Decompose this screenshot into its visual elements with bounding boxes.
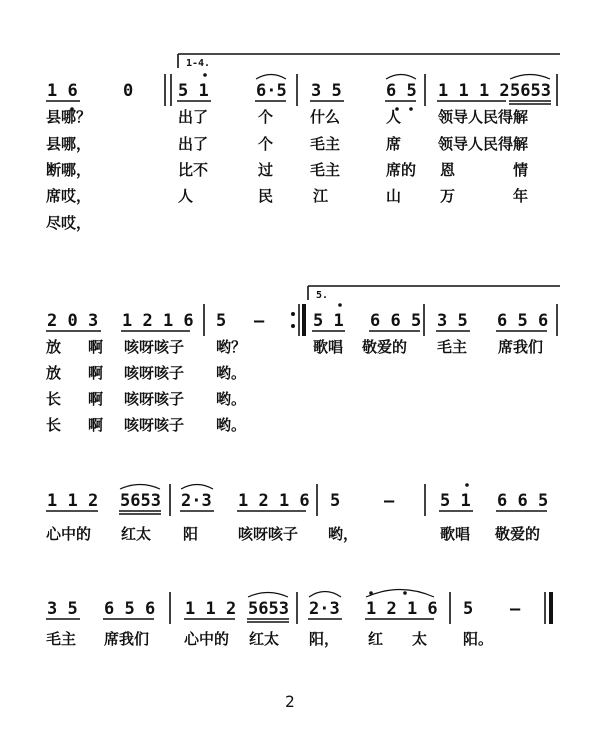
note-group: —: [510, 599, 521, 619]
lyric: 哟，: [328, 525, 359, 543]
note-group: 6·5: [256, 81, 287, 101]
lyric: 县哪？: [46, 108, 92, 126]
lyric: 毛主: [310, 161, 341, 179]
lyric: 心中的: [46, 525, 92, 543]
lyric: 领导人民得解: [438, 108, 529, 126]
lyric: 啊: [88, 416, 104, 434]
lyric: 席我们: [498, 338, 544, 356]
lyric: 咳呀咳子: [238, 525, 299, 543]
system-1: [46, 54, 560, 233]
note-group: 2·3: [181, 491, 212, 511]
note-group: 3 5: [437, 311, 468, 331]
note-group: 1 2 1 6: [238, 491, 310, 511]
note-group: —: [254, 311, 265, 331]
note-group: 5653: [120, 491, 161, 511]
lyric: 咳呀咳子: [124, 390, 185, 408]
lyric: 红太: [249, 630, 280, 648]
note-group: 5 1: [313, 311, 344, 331]
lyric: 哟？: [216, 338, 247, 356]
lyric: 人: [178, 187, 194, 205]
note-group: —: [384, 491, 395, 511]
lyric: 放: [46, 338, 62, 356]
note-group: 1 1 2: [47, 491, 99, 511]
lyric: 个: [258, 108, 274, 126]
lyric: 人: [386, 108, 402, 126]
lyrics-block: [46, 630, 493, 649]
lyric: 领导人民得解: [438, 135, 529, 153]
page-number: 2: [285, 692, 295, 711]
lyric: 毛主: [46, 630, 77, 648]
lyric: 咳呀咳子: [124, 338, 185, 356]
lyric: 县哪，: [46, 135, 92, 153]
volta-second-ending: [308, 286, 560, 301]
volta-first-label: 1-4.: [186, 58, 211, 69]
note-group: 6 6 5: [497, 491, 549, 511]
lyric: 心中的: [184, 630, 230, 648]
lyric: 恩: [440, 161, 456, 179]
lyric: 万: [440, 187, 456, 205]
system-3: [46, 483, 548, 544]
note-group: 6 5 6: [104, 599, 156, 619]
lyric: 咳呀咳子: [124, 364, 185, 382]
lyric: 什么: [310, 108, 341, 126]
lyric: 毛主: [310, 135, 341, 153]
note-group: 5653: [248, 599, 289, 619]
note-group: 3 5: [47, 599, 78, 619]
lyric: 阳，: [309, 630, 340, 648]
system-2: [46, 286, 560, 434]
note-group: 1 1 2: [185, 599, 237, 619]
note-group: 3 5: [311, 81, 342, 101]
note-group: 1 1 1 2: [438, 81, 510, 101]
lyric: 席哎，: [46, 187, 92, 205]
lyric: 红太: [121, 525, 152, 543]
lyric: 出了: [178, 108, 209, 126]
lyric: 年: [513, 187, 529, 205]
note-group: 5653: [510, 81, 551, 101]
lyric: 阳: [183, 525, 199, 543]
lyric: 啊: [88, 390, 104, 408]
note-group: 5: [216, 311, 227, 331]
lyric: 席: [386, 135, 402, 153]
lyric: 民: [258, 187, 274, 205]
lyric: 断哪，: [46, 161, 92, 179]
note-group: 6 6 5: [370, 311, 422, 331]
lyric: 歌唱: [440, 525, 471, 543]
lyric: 歌唱: [313, 338, 344, 356]
lyric: 山: [386, 187, 402, 205]
lyric: 江: [313, 187, 329, 205]
lyric: 哟。: [216, 390, 247, 408]
note-group: 6 5: [386, 81, 417, 101]
lyric: 过: [258, 161, 274, 179]
volta-second-label: 5.: [316, 290, 329, 301]
note-group: 0: [123, 81, 134, 101]
lyric: 比不: [178, 161, 209, 179]
note-group: 5 1: [440, 491, 471, 511]
lyric: 尽哎，: [46, 214, 92, 232]
note-group: 5: [330, 491, 341, 511]
lyric: 出了: [178, 135, 209, 153]
note-group: 1 2 1 6: [366, 599, 438, 619]
lyrics-block: [46, 338, 543, 434]
lyric: 放: [46, 364, 62, 382]
note-group: 1 6: [47, 81, 78, 101]
volta-first-ending: [178, 54, 560, 69]
lyric: 敬爱的: [495, 525, 541, 543]
lyric: 个: [258, 135, 274, 153]
lyric: 哟。: [216, 416, 247, 434]
lyrics-block: [46, 525, 540, 544]
note-group: 1 2 1 6: [122, 311, 194, 331]
system-4: [46, 590, 551, 650]
lyric: 啊: [88, 364, 104, 382]
note-group: 6 5 6: [497, 311, 549, 331]
note-group: 5 1: [178, 81, 209, 101]
note-group: 5: [463, 599, 474, 619]
lyric: 咳呀咳子: [124, 416, 185, 434]
lyric: 毛主: [437, 338, 468, 356]
lyric: 长: [46, 416, 62, 434]
lyric: 太: [412, 630, 428, 648]
lyric: 长: [46, 390, 62, 408]
lyric: 啊: [88, 338, 104, 356]
lyric: 席的: [386, 161, 417, 179]
lyric: 情: [513, 161, 529, 179]
lyric: 哟。: [216, 364, 247, 382]
lyric: 席我们: [104, 630, 150, 648]
lyrics-block: [46, 108, 528, 233]
note-group: 2·3: [309, 599, 340, 619]
note-group: 2 0 3: [47, 311, 99, 331]
lyric: 敬爱的: [362, 338, 408, 356]
lyric: 阳。: [463, 630, 494, 648]
lyric: 红: [368, 630, 384, 648]
